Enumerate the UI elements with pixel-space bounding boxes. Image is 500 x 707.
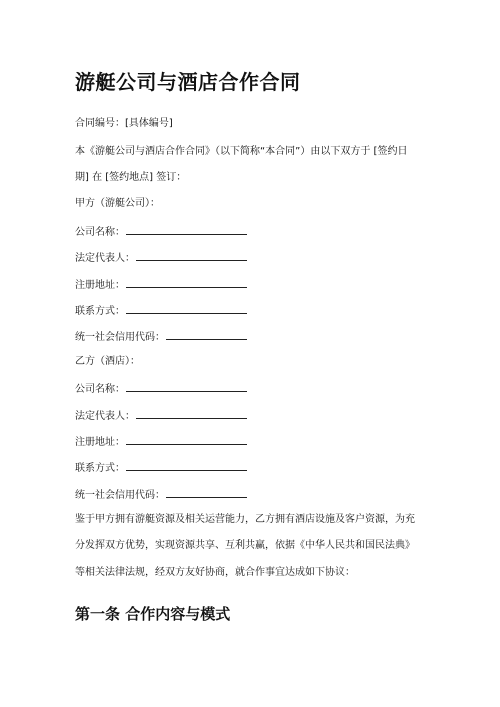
party-a-legal-rep-label: 法定代表人： (75, 253, 135, 264)
party-a-legal-rep-blank (136, 250, 247, 261)
party-b-contact-row (75, 460, 247, 476)
party-b-credit-code-row (75, 487, 247, 503)
party-b-contact-blank (126, 460, 247, 471)
party-b-company-name-label: 公司名称： (75, 384, 125, 395)
party-a-credit-code-label: 统一社会信用代码： (75, 332, 165, 343)
document-title: 游艇公司与酒店合作合同 (75, 70, 301, 94)
party-b-credit-code-blank (166, 487, 247, 498)
party-a-credit-code-blank (166, 329, 247, 340)
party-b-company-name-blank (126, 381, 247, 392)
party-b-legal-rep-row (75, 408, 247, 424)
intro-line-2: 期] 在 [签约地点] 签订： (75, 172, 187, 183)
party-a-contact-blank (126, 303, 247, 314)
party-b-credit-code-label: 统一社会信用代码： (75, 490, 165, 501)
party-a-company-name-label: 公司名称： (75, 227, 125, 238)
party-a-address-label: 注册地址： (75, 280, 125, 291)
party-b-address-blank (126, 434, 247, 445)
party-a-contact-label: 联系方式： (75, 306, 125, 317)
party-b-header: 乙方（酒店）： (75, 356, 140, 367)
party-b-legal-rep-blank (136, 408, 247, 419)
party-a-credit-code-row (75, 329, 247, 345)
party-a-contact-row (75, 303, 247, 319)
party-a-address-blank (126, 277, 247, 288)
intro-line-1: 本《游艇公司与酒店合作合同》（以下简称“本合同”）由以下双方于 [签约日 (75, 146, 408, 157)
party-a-legal-rep-row (75, 250, 247, 266)
preamble-line-1: 鉴于甲方拥有游艇资源及相关运营能力，乙方拥有酒店设施及客户资源，为充 (75, 514, 415, 525)
contract-number: 合同编号：[具体编号] (75, 118, 173, 129)
party-b-address-row (75, 434, 247, 450)
party-b-company-name-row (75, 381, 247, 397)
party-b-contact-label: 联系方式： (75, 463, 125, 474)
article-1-heading: 第一条 合作内容与模式 (75, 605, 231, 623)
party-a-company-name-blank (126, 224, 247, 235)
party-b-address-label: 注册地址： (75, 437, 125, 448)
party-a-header: 甲方（游艇公司）： (75, 198, 160, 209)
preamble-line-2: 分发挥双方优势，实现资源共享、互利共赢，依据《中华人民共和国民法典》 (75, 540, 415, 551)
preamble-line-3: 等相关法律法规，经双方友好协商，就合作事宜达成如下协议： (75, 567, 355, 578)
party-a-company-name-row (75, 224, 247, 240)
party-b-legal-rep-label: 法定代表人： (75, 411, 135, 422)
party-a-address-row (75, 277, 247, 293)
